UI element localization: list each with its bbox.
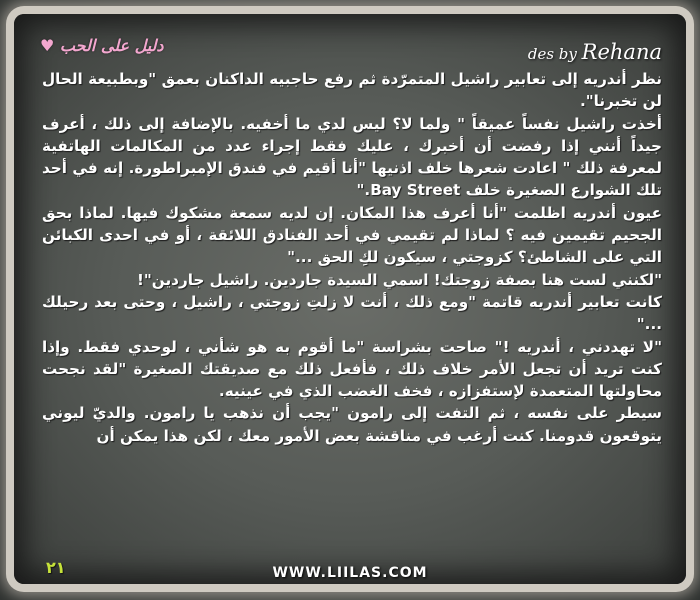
paragraph: "لكنني لست هنا بصفة زوجتك! اسمي السيدة جاردين. راشيل جاردين"! xyxy=(136,270,662,289)
paragraph: أخذت راشيل نفساً عميقاً " ولما لا؟ ليس لدي ما أخفيه. بالإضافة إلى ذلك ، أعرف جيداً أنني إذا رفضت أن أخبرك ، عليك فقط إجراء عدد من المكالمات الهاتفية لمعرفة ذلك " اعادت شعرها خلف اذنيها "أنا أقيم في فندق الإمبراطورة. إنه في أحد تلك الشوارع الصغيرة خلف Bay Street." xyxy=(42,114,662,200)
credit-prefix: des by xyxy=(527,45,577,63)
site-url: WWW.LIILAS.COM xyxy=(272,565,428,581)
paragraph: سيطر على نفسه ، ثم التفت إلى رامون "يجب أن نذهب يا رامون. والديّ ليوني يتوقعون قدومنا. كنت أرغب في مناقشة بعض الأمور معك ، لكن هذا يمكن أن xyxy=(42,404,662,445)
heart-icon: ♥ xyxy=(40,36,55,55)
story-text xyxy=(42,68,662,447)
designer-credit xyxy=(528,40,662,64)
page-number: ٢١ xyxy=(46,558,66,577)
credit-signature: Rehana xyxy=(581,40,662,64)
paragraph: كانت تعابير أندريه قاتمة "ومع ذلك ، أنت لا زلتِ زوجتي ، راشيل ، وحتى بعد رحيلك ..." xyxy=(42,292,662,334)
paragraph: نظر أندريه إلى تعابير راشيل المتمرّدة ثم رفع حاجبيه الداكنان بعمق "وبطبيعة الحال لن تخبرنا". xyxy=(42,70,662,111)
paragraph: "لا تهددني ، أندريه !" صاحت بشراسة "ما أقوم به هو شأني ، لوحدي فقط. وإذا كنت تريد أن تجعل الأمر خلاف ذلك ، فأفعل ذلك مع صديقتك الصغيرة "لقد نجحت محاولتها المتعمدة لإستفزازه ، فخف الغضب الذي في عينيه. xyxy=(42,337,662,401)
paragraph: عيون أندريه اظلمت "أنا أعرف هذا المكان. إن لديه سمعة مشكوك فيها. لماذا بحق الجحيم تقيمين فيه ؟ لماذا لم تقيمي في أحد الفنادق اللائقة ، أو في احدى الكبائن التي على الشاطئ؟ كزوجتي ، سيكون لكِ الحق ..." xyxy=(42,203,662,267)
novel-title xyxy=(36,36,164,55)
novel-title-text: دليل على الحب xyxy=(59,36,164,55)
